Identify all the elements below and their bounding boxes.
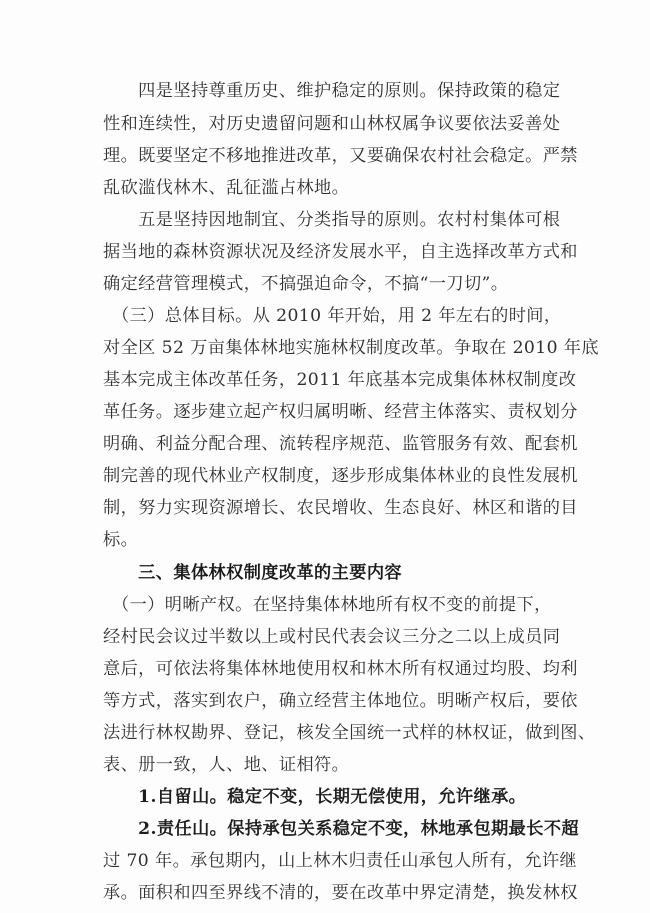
paragraph-principle-4-line-4: 乱砍滥伐林木、乱征滥占林地。 bbox=[103, 178, 350, 198]
paragraph-clarify-property-line-6: 表、册一致，人、地、证相符。 bbox=[103, 755, 350, 775]
paragraph-clarify-property-line-1: （一）明晰产权。在坚持集体林地所有权不变的前提下， bbox=[103, 595, 552, 615]
item-responsibility-hill-line-3: 承。面积和四至界线不清的，要在改革中界定清楚，换发林权 bbox=[103, 883, 578, 903]
paragraph-principle-5-line-2: 据当地的森林资源状况及经济发展水平，自主选择改革方式和 bbox=[103, 242, 578, 262]
paragraph-overall-goal-line-3: 基本完成主体改革任务，2011 年底基本完成集体林权制度改 bbox=[103, 370, 577, 390]
paragraph-overall-goal-line-6: 制完善的现代林业产权制度，逐步形成集体林业的良性发展机 bbox=[103, 466, 578, 486]
item-private-hill: 1.自留山。稳定不变，长期无偿使用，允许继承。 bbox=[103, 787, 527, 807]
paragraph-overall-goal-line-2: 对全区 52 万亩集体林地实施林权制度改革。争取在 2010 年底 bbox=[103, 338, 599, 358]
paragraph-principle-4-line-1: 四是坚持尊重历史、维护稳定的原则。保持政策的稳定 bbox=[103, 81, 561, 101]
paragraph-principle-4-line-2: 性和连续性，对历史遗留问题和山林权属争议要依法妥善处 bbox=[103, 114, 561, 134]
item-responsibility-hill-line-2: 过 70 年。承包期内，山上林木归责任山承包人所有，允许继 bbox=[103, 851, 578, 871]
section-heading-main-content: 三、集体林权制度改革的主要内容 bbox=[103, 563, 402, 583]
paragraph-overall-goal-line-5: 明确、利益分配合理、流转程序规范、监管服务有效、配套机 bbox=[103, 434, 578, 454]
paragraph-clarify-property-line-5: 法进行林权勘界、登记，核发全国统一式样的林权证，做到图、 bbox=[103, 723, 596, 743]
paragraph-principle-5-line-3: 确定经营管理模式，不搞强迫命令，不搞“一刀切”。 bbox=[103, 274, 509, 294]
paragraph-overall-goal-line-8: 标。 bbox=[103, 530, 139, 550]
item-responsibility-hill-line-1: 2.责任山。保持承包关系稳定不变，林地承包期最长不超 bbox=[103, 819, 580, 839]
paragraph-overall-goal-line-1: （三）总体目标。从 2010 年开始，用 2 年左右的时间， bbox=[103, 306, 562, 326]
paragraph-overall-goal-line-7: 制，努力实现资源增长、农民增收、生态良好、林区和谐的目 bbox=[103, 498, 578, 518]
paragraph-clarify-property-line-4: 等方式，落实到农户，确立经营主体地位。明晰产权后，要依 bbox=[103, 691, 578, 711]
paragraph-principle-5-line-1: 五是坚持因地制宜、分类指导的原则。农村村集体可根 bbox=[103, 210, 561, 230]
paragraph-principle-4-line-3: 理。既要坚定不移地推进改革，又要确保农村社会稳定。严禁 bbox=[103, 146, 578, 166]
paragraph-overall-goal-line-4: 革任务。逐步建立起产权归属明晰、经营主体落实、责权划分 bbox=[103, 402, 578, 422]
paragraph-clarify-property-line-3: 意后，可依法将集体林地使用权和林木所有权通过均股、均利 bbox=[103, 659, 578, 679]
paragraph-clarify-property-line-2: 经村民会议过半数以上或村民代表会议三分之二以上成员同 bbox=[103, 627, 561, 647]
